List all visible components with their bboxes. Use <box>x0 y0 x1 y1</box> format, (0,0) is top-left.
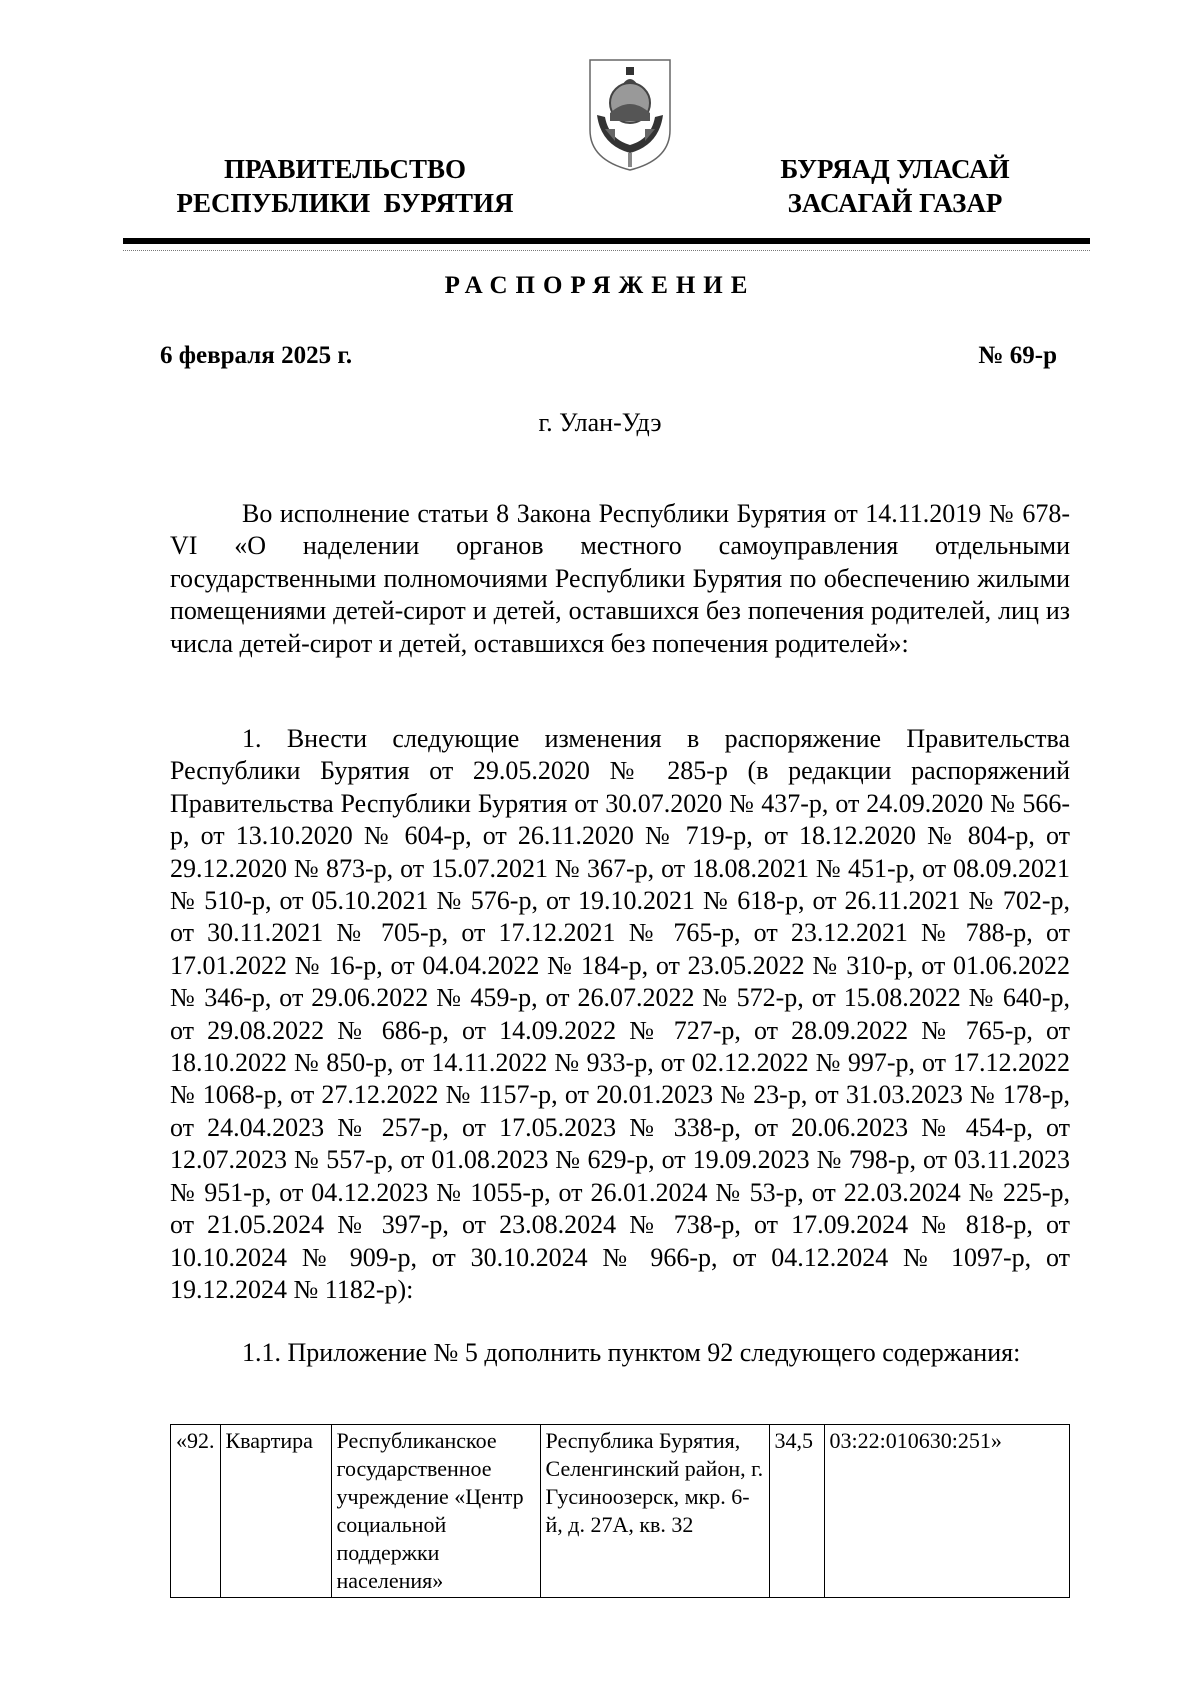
document-number: № 69-р <box>978 342 1057 369</box>
government-name-russian <box>150 152 540 220</box>
cell-cadastral-number: 03:22:010630:251» <box>824 1425 1070 1598</box>
header-divider-dotted <box>123 250 1090 251</box>
government-name-buryat <box>745 152 1045 220</box>
cell-property-type: Квартира <box>220 1425 331 1598</box>
government-name-buryat-line2: ЗАСАГАЙ ГАЗАР <box>787 188 1003 218</box>
document-date: 6 февраля 2025 г. <box>160 342 353 369</box>
government-name-line2: РЕСПУБЛИКИ БУРЯТИЯ <box>176 188 514 218</box>
government-name-line1: ПРАВИТЕЛЬСТВО <box>223 154 467 184</box>
government-name-buryat-line1: БУРЯАД УЛАСАЙ <box>780 154 1010 184</box>
coat-of-arms-icon <box>585 55 675 175</box>
table-row <box>171 1425 1070 1598</box>
property-table <box>170 1424 1070 1598</box>
cell-address: Республика Бурятия, Селенгинский район, г. Гусиноозерск, мкр. 6-й, д. 27А, кв. 32 <box>540 1425 769 1598</box>
document-city: г. Улан-Удэ <box>538 408 662 437</box>
cell-item-number: «92. <box>171 1425 221 1598</box>
subclause-paragraph: 1.1. Приложение № 5 дополнить пунктом 92 следующего содержания: <box>242 1338 1021 1367</box>
header-divider <box>123 238 1090 244</box>
cell-organization: Республиканское государственное учреждение «Центр социальной поддержки населения» <box>331 1425 540 1598</box>
preamble-paragraph: Во исполнение статьи 8 Закона Республики Бурятия от 14.11.2019 № 678-VI «О наделении органов местного самоуправления отдельными государственными полномочиями Республики Бурятия по обеспечению жилыми помещениями детей-сирот и детей, оставшихся без попечения родителей, лиц из числа детей-сирот и детей, оставшихся без попечения родителей»: <box>170 499 1070 658</box>
amendment-paragraph: 1. Внести следующие изменения в распоряжение Правительства Республики Бурятия от 29.05.2020 № 285-р (в редакции распоряжений Правительства Республики Бурятия от 30.07.2020 № 437-р, от 24.09.2020 № 566-р, от 13.10.2020 № 604-р, от 26.11.2020 № 719-р, от 18.12.2020 № 804-р, от 29.12.2020 № 873-р, от 15.07.2021 № 367-р, от 18.08.2021 № 451-р, от 08.09.2021 № 510-р, от 05.10.2021 № 576-р, от 19.10.2021 № 618-р, от 26.11.2021 № 702-р, от 30.11.2021 № 705-р, от 17.12.2021 № 765-р, от 23.12.2021 № 788-р, от 17.01.2022 № 16-р, от 04.04.2022 № 184-р, от 23.05.2022 № 310-р, от 01.06.2022 № 346-р, от 29.06.2022 № 459-р, от 26.07.2022 № 572-р, от 15.08.2022 № 640-р, от 29.08.2022 № 686-р, от 14.09.2022 № 727-р, от 28.09.2022 № 765-р, от 18.10.2022 № 850-р, от 14.11.2022 № 933-р, от 02.12.2022 № 997-р, от 17.12.2022 № 1068-р, от 27.12.2022 № 1157-р, от 20.01.2023 № 23-р, от 31.03.2023 № 178-р, от 24.04.2023 № 257-р, от 17.05.2023 № 338-р, от 20.06.2023 № 454-р, от 12.07.2023 № 557-р, от 01.08.2023 № 629-р, от 19.09.2023 № 798-р, от 03.11.2023 № 951-р, от 04.12.2023 № 1055-р, от 26.01.2024 № 53-р, от 22.03.2024 № 225-р, от 21.05.2024 № 397-р, от 23.08.2024 № 738-р, от 17.09.2024 № 818-р, от 10.10.2024 № 909-р, от 30.10.2024 № 966-р, от 04.12.2024 № 1097-р, от 19.12.2024 № 1182-р): <box>170 724 1070 1304</box>
document-title: РАСПОРЯЖЕНИЕ <box>444 272 756 299</box>
cell-area: 34,5 <box>769 1425 824 1598</box>
